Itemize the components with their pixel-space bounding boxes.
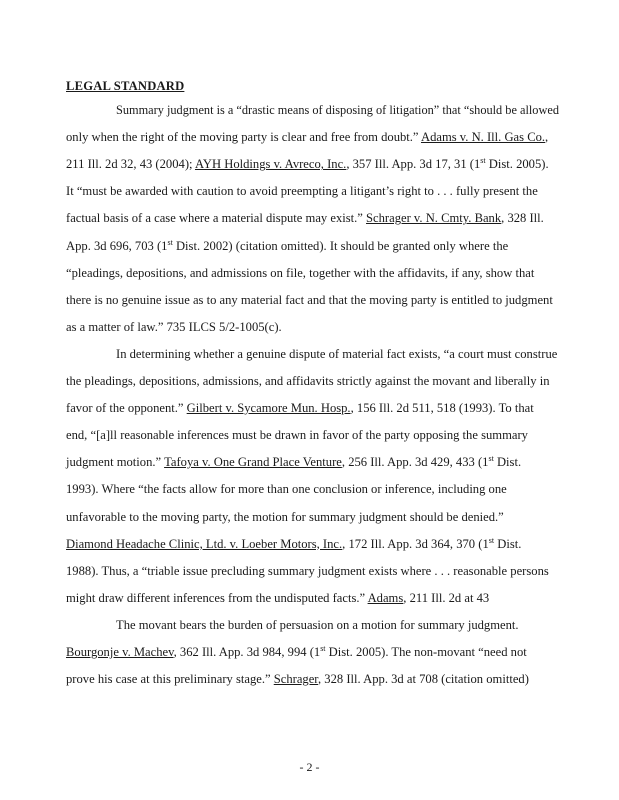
text-line: [66, 266, 534, 280]
text-segment: there is no genuine issue as to any material fact and that the moving party is entitled to judgment: [66, 292, 553, 307]
text-segment: , 328 Ill. App. 3d at 708 (citation omitted): [318, 672, 529, 687]
text-segment: unfavorable to the moving party, the motion for summary judgment should be denied.”: [66, 509, 504, 524]
text-line: [116, 103, 559, 117]
text-segment: 1993). Where “the facts allow for more than one conclusion or inference, including one: [66, 482, 507, 497]
text-line: [66, 374, 550, 388]
text-segment: , 211 Ill. 2d at 43: [403, 590, 490, 605]
case-citation: Bourgonje v. Machev: [66, 645, 174, 659]
text-segment: factual basis of a case where a material dispute may exist.”: [66, 211, 367, 226]
text-segment: 211 Ill. 2d 32, 43 (2004);: [66, 157, 195, 172]
text-segment: ,: [545, 130, 549, 145]
ordinal-suffix: st: [488, 454, 494, 464]
case-citation: Schrager: [273, 672, 318, 687]
text-line: [66, 293, 553, 307]
text-line: [66, 455, 521, 469]
text-segment: , 256 Ill. App. 3d 429, 433 (1: [341, 455, 489, 470]
text-line: [66, 564, 549, 578]
text-line: [66, 591, 489, 605]
text-segment: end, “[a]ll reasonable inferences must be drawn in favor of the party opposing the summary: [66, 428, 528, 443]
text-segment: , 156 Ill. 2d 511, 518 (1993). To that: [350, 401, 534, 416]
text-line: [66, 510, 504, 524]
case-citation: Adams v. N. Ill. Gas Co.: [420, 130, 546, 145]
text-segment: It “must be awarded with caution to avoid preempting a litigant’s right to . . . fully present the: [66, 184, 538, 199]
text-line: [66, 482, 507, 496]
text-line: [116, 618, 519, 632]
text-segment: 1988). Thus, a “triable issue precluding summary judgment exists where . . . reasonable persons: [66, 563, 549, 578]
text-segment: , 328 Ill.: [501, 211, 544, 226]
text-segment: App. 3d 696, 703 (1: [66, 238, 168, 253]
page-number: - 2 -: [299, 760, 320, 774]
case-citation: Gilbert v. Sycamore Mun. Hosp.: [186, 401, 351, 416]
text-line: [66, 537, 521, 551]
text-line: [66, 184, 538, 198]
case-citation: Diamond Headache Clinic, Ltd. v. Loeber Motors, Inc.: [66, 536, 343, 551]
text-segment: The movant bears the burden of persuasion on a motion for summary judgment.: [116, 617, 519, 632]
text-line: [66, 320, 282, 334]
text-line: [66, 401, 534, 415]
text-line: [66, 157, 549, 171]
text-segment: Dist.: [493, 455, 522, 470]
text-segment: “pleadings, depositions, and admissions on file, together with the affidavits, if any, show that: [66, 265, 535, 280]
text-line: [66, 211, 544, 225]
case-citation: Schrager v. N. Cmty. Bank: [366, 211, 502, 226]
text-segment: , 357 Ill. App. 3d 17, 31 (1: [346, 157, 481, 172]
ordinal-suffix: st: [488, 535, 495, 545]
text-segment: , 362 Ill. App. 3d 984, 994 (1: [173, 645, 321, 659]
section-heading: LEGAL STANDARD: [66, 79, 185, 93]
text-segment: prove his case at this preliminary stage.”: [66, 672, 274, 687]
case-citation: AYH Holdings v. Avreco, Inc.: [194, 157, 347, 172]
case-citation: Adams: [367, 590, 404, 605]
text-segment: Dist.: [494, 536, 522, 551]
ordinal-suffix: st: [167, 237, 173, 247]
text-line: [66, 239, 508, 253]
text-segment: In determining whether a genuine dispute of material fact exists, “a court must construe: [116, 346, 558, 361]
text-segment: only when the right of the moving party is clear and free from doubt.”: [66, 130, 421, 145]
text-segment: as a matter of law.” 735 ILCS 5/2-1005(c).: [66, 319, 282, 334]
text-segment: favor of the opponent.”: [66, 401, 187, 416]
text-segment: judgment motion.”: [66, 455, 165, 470]
text-line: [116, 347, 557, 361]
text-segment: , 172 Ill. App. 3d 364, 370 (1: [342, 536, 489, 551]
text-segment: Dist. 2005).: [485, 157, 549, 172]
case-citation: Tafoya v. One Grand Place Venture: [164, 455, 342, 470]
text-line: [66, 130, 548, 144]
ordinal-suffix: st: [480, 156, 486, 166]
text-segment: Dist. 2005). The non-movant “need not: [325, 645, 527, 659]
ordinal-suffix: st: [320, 644, 326, 653]
text-segment: Dist. 2002) (citation omitted). It should be granted only where the: [172, 238, 509, 253]
text-line: [66, 428, 528, 442]
text-segment: Summary judgment is a “drastic means of disposing of litigation” that “should be allowed: [116, 103, 559, 117]
text-line: [66, 645, 527, 659]
text-line: [66, 672, 529, 686]
text-segment: the pleadings, depositions, admissions, and affidavits strictly against the movant and liberally in: [66, 374, 550, 388]
text-segment: might draw different inferences from the undisputed facts.”: [66, 590, 368, 605]
